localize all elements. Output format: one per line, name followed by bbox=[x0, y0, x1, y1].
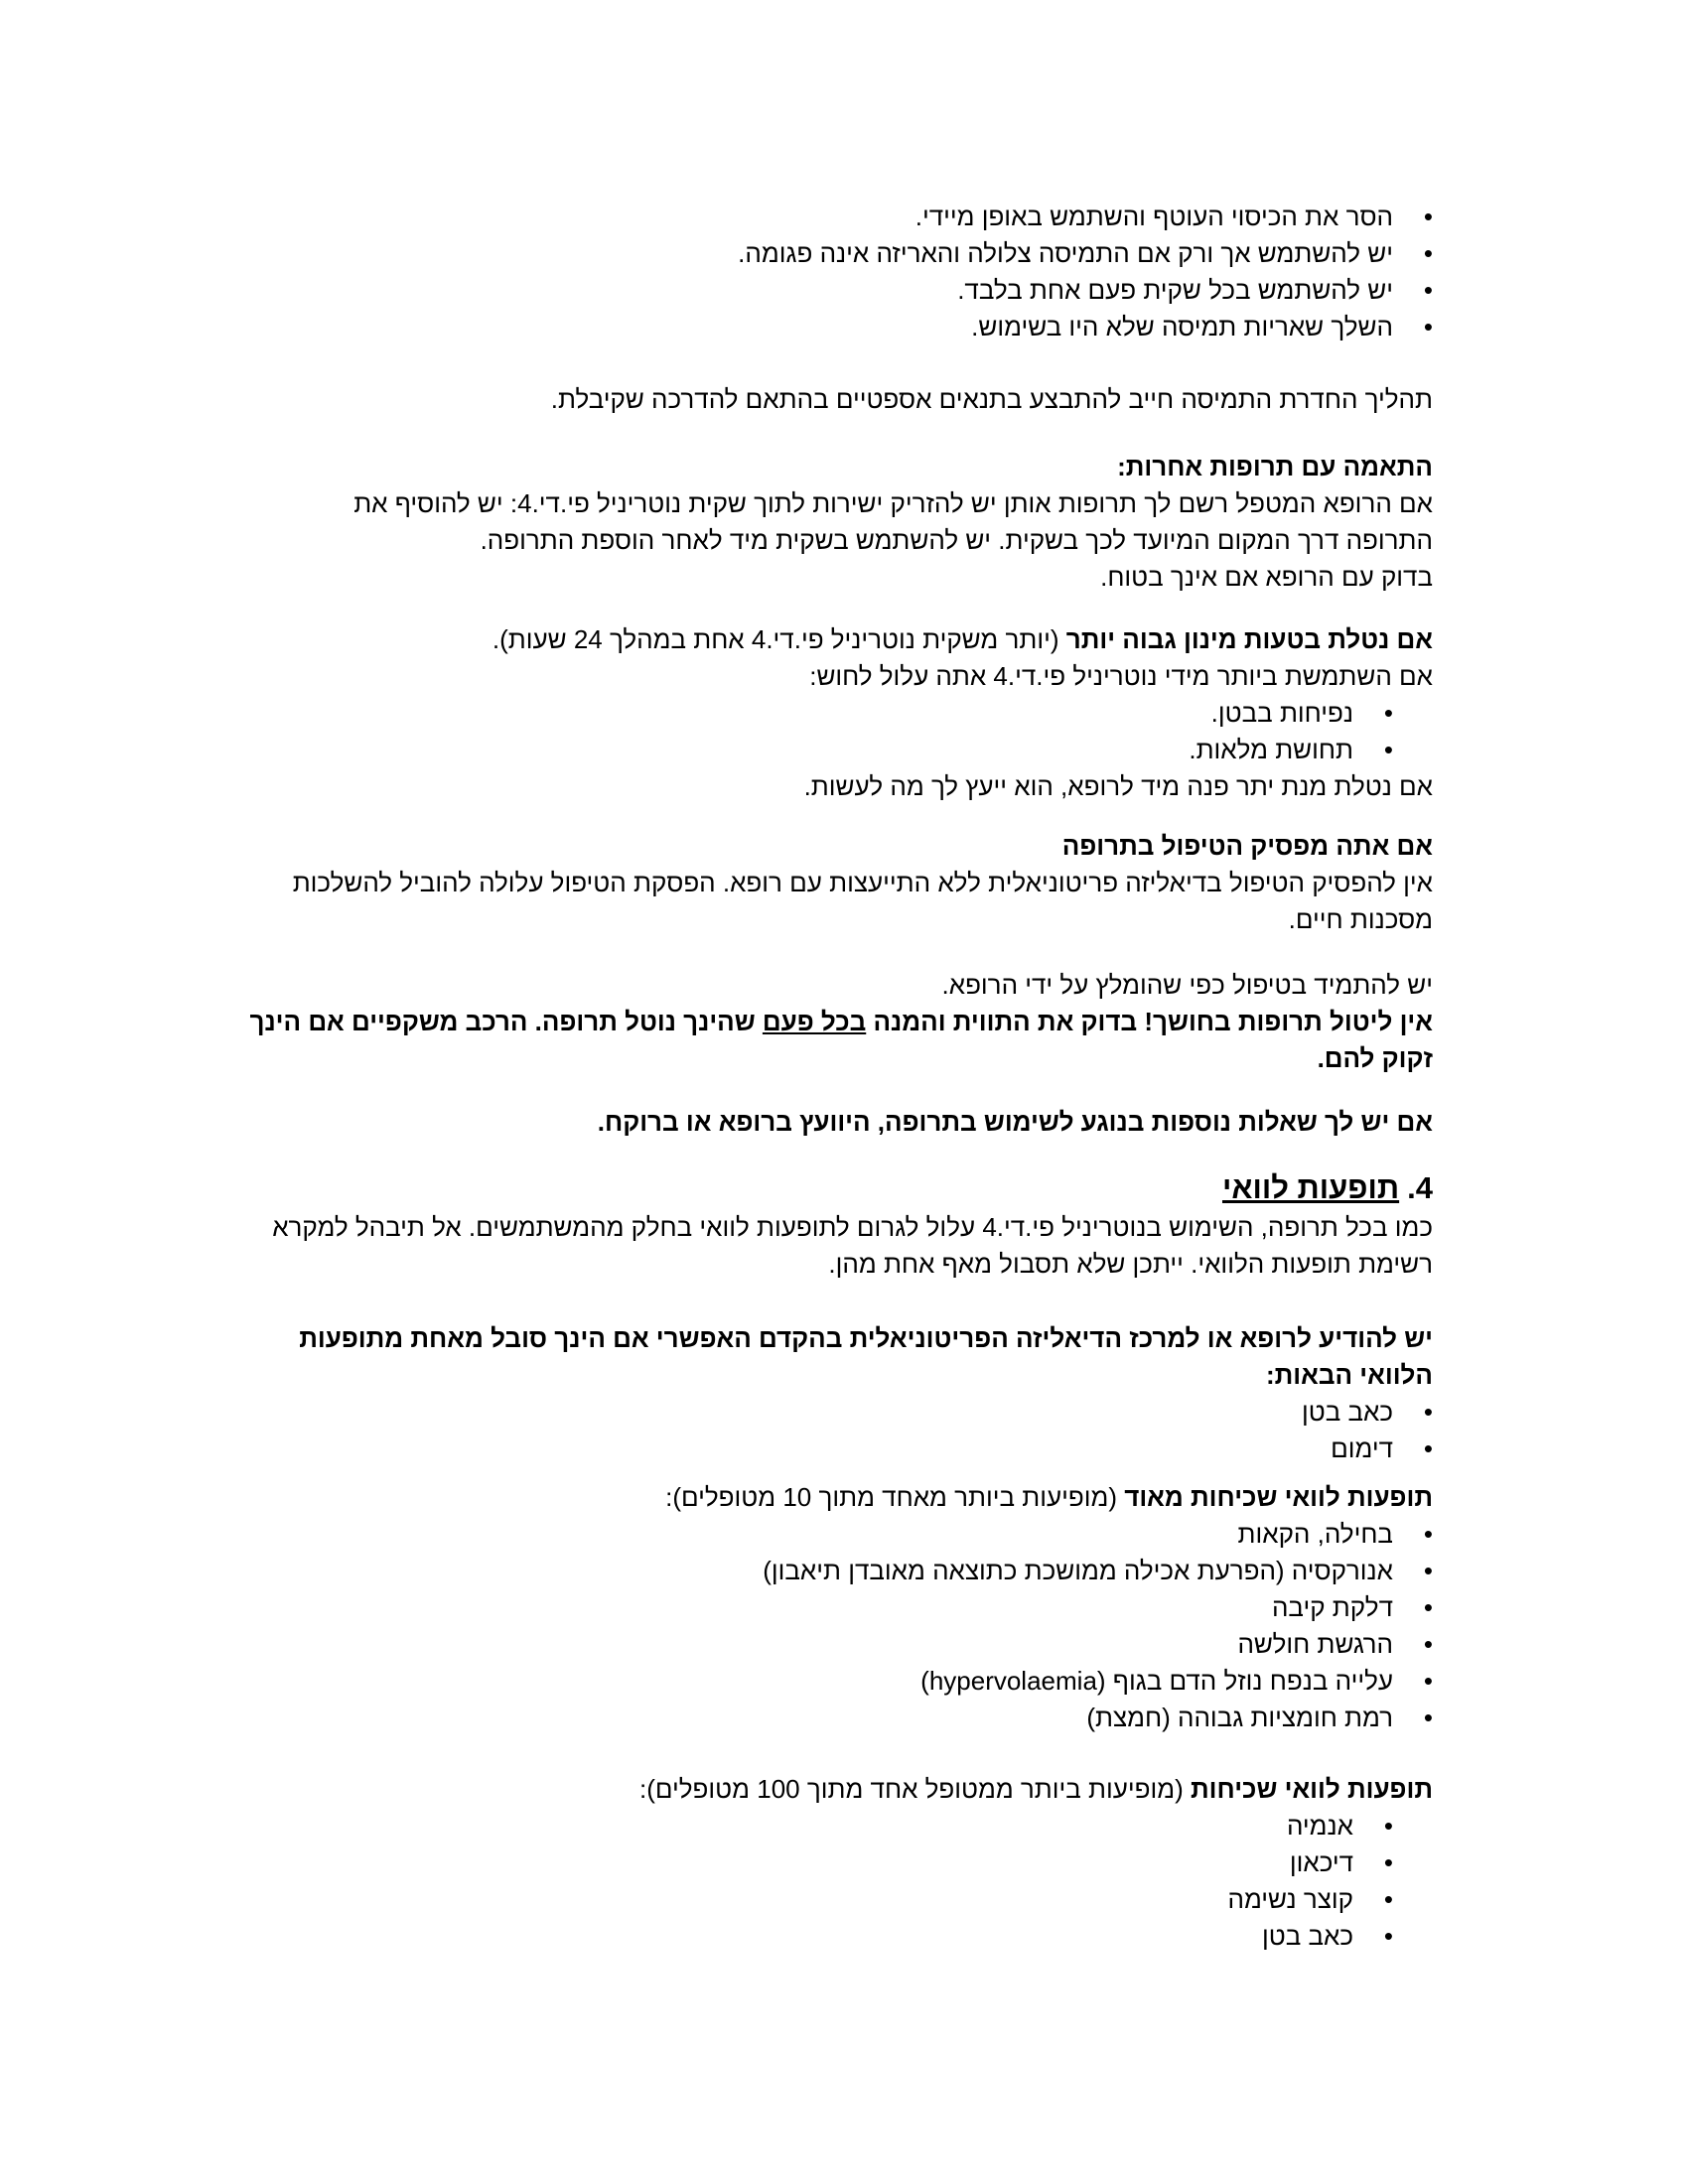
list-item: • דימום bbox=[152, 1431, 1433, 1467]
overdose-bullet-list bbox=[152, 695, 1393, 768]
list-item: • יש להשתמש אך ורק אם התמיסה צלולה והאריזה אינה פגומה. bbox=[152, 235, 1433, 272]
very-common-heading-rest: (מופיעות ביותר מאחד מתוך 10 מטופלים): bbox=[665, 1482, 1125, 1512]
overdose-section bbox=[152, 621, 1433, 805]
stopping-heading: אם אתה מפסיק הטיפול בתרופה bbox=[1061, 831, 1433, 861]
very-common-heading bbox=[152, 1479, 1433, 1516]
list-item: • תחושת מלאות. bbox=[152, 732, 1393, 768]
questions-paragraph bbox=[152, 1104, 1433, 1141]
aseptic-paragraph bbox=[152, 381, 1433, 418]
stopping-line-1: אין להפסיק הטיפול בדיאליזה פריטוניאלית ללא התייעצות עם רופא. הפסקת הטיפול עלולה להוביל להשלכות bbox=[292, 868, 1433, 897]
very-common-heading-bold: תופעות לוואי שכיחות מאוד bbox=[1124, 1482, 1433, 1512]
common-heading-bold: תופעות לוואי שכיחות bbox=[1191, 1774, 1433, 1804]
section-number: 4. bbox=[1407, 1170, 1433, 1205]
section-4-line-1: כמו בכל תרופה, השימוש בנוטריניל פי.די.4 עלול לגרום לתופעות לוואי בחלק מהמשתמשים. אל תיבהל למקרא bbox=[272, 1212, 1433, 1242]
list-item: • עלייה בנפח נוזל הדם בגוף (hypervolaemia) bbox=[152, 1663, 1433, 1700]
other-meds-line-2: התרופה דרך המקום המיועד לכך בשקית. יש להשתמש בשקית מיד לאחר הוספת התרופה. bbox=[480, 525, 1433, 555]
questions-line: אם יש לך שאלות נוספות בנוגע לשימוש בתרופה, היוועץ ברופא או ברוקח. bbox=[597, 1107, 1433, 1137]
continue-section bbox=[152, 967, 1433, 1077]
list-item: • הרגשת חולשה bbox=[152, 1626, 1433, 1663]
overdose-heading-bold: אם נטלת בטעות מינון גבוה יותר bbox=[1065, 624, 1433, 654]
very-common-section bbox=[152, 1479, 1433, 1736]
common-heading bbox=[152, 1771, 1433, 1808]
list-item: • יש להשתמש בכל שקית פעם אחת בלבד. bbox=[152, 272, 1433, 309]
stopping-section bbox=[152, 828, 1433, 938]
list-item: • רמת חומציות גבוהה (חמצת) bbox=[152, 1700, 1433, 1736]
other-meds-line-3: בדוק עם הרופא אם אינך בטוח. bbox=[1100, 562, 1433, 592]
notify-line-2: הלוואי הבאות: bbox=[1265, 1360, 1433, 1390]
aseptic-note: תהליך החדרת התמיסה חייב להתבצע בתנאים אספטיים בהתאם להדרכה שקיבלת. bbox=[550, 384, 1433, 414]
section-4 bbox=[152, 1167, 1433, 1283]
list-item: • אנורקסיה (הפרעת אכילה ממושכת כתוצאה מאובדן תיאבון) bbox=[152, 1553, 1433, 1589]
dark-warning-underlined: בכל פעם bbox=[762, 1007, 867, 1036]
list-item: • השלך שאריות תמיסה שלא היו בשימוש. bbox=[152, 309, 1433, 345]
section-4-line-2: רשימת תופעות הלוואי. ייתכן שלא תסבול מאף אחת מהן. bbox=[828, 1249, 1433, 1279]
list-item: • כאב בטן bbox=[152, 1394, 1433, 1431]
stopping-line-2: מסכנות חיים. bbox=[1288, 904, 1433, 934]
other-meds-section bbox=[152, 449, 1433, 596]
list-item: • נפיחות בבטן. bbox=[152, 695, 1393, 732]
dark-warning-a: אין ליטול תרופות בחושך! בדוק את התווית והמנה bbox=[866, 1007, 1433, 1036]
very-common-bullet-list bbox=[152, 1516, 1433, 1736]
overdose-line: אם השתמשת ביותר מידי נוטריניל פי.די.4 אתה עלול לחוש: bbox=[809, 661, 1433, 691]
dark-warning-c: זקוק להם. bbox=[1317, 1043, 1433, 1073]
overdose-after: אם נטלת מנת יתר פנה מיד לרופא, הוא ייעץ לך מה לעשות. bbox=[803, 771, 1433, 801]
list-item: • הסר את הכיסוי העוטף והשתמש באופן מיידי. bbox=[152, 199, 1433, 235]
notify-section bbox=[152, 1320, 1433, 1467]
overdose-heading bbox=[152, 621, 1433, 658]
notify-bullet-list bbox=[152, 1394, 1433, 1467]
common-heading-rest: (מופיעות ביותר ממטופל אחד מתוך 100 מטופלים): bbox=[639, 1774, 1192, 1804]
list-item: • בחילה, הקאות bbox=[152, 1516, 1433, 1553]
list-item: • אנמיה bbox=[152, 1808, 1393, 1844]
section-4-heading bbox=[152, 1167, 1433, 1209]
list-item: • דלקת קיבה bbox=[152, 1589, 1433, 1626]
dark-warning bbox=[152, 1004, 1433, 1040]
list-item: • דיכאון bbox=[152, 1844, 1393, 1881]
list-item: • כאב בטן bbox=[152, 1918, 1393, 1955]
dark-warning-b: שהינך נוטל תרופה. הרכב משקפיים אם הינך bbox=[249, 1007, 763, 1036]
section-title: תופעות לוואי bbox=[1221, 1170, 1400, 1205]
common-section bbox=[152, 1771, 1433, 1955]
notify-line-1: יש להודיע לרופא או למרכז הדיאליזה הפריטוניאלית בהקדם האפשרי אם הינך סובל מאחת מתופעות bbox=[299, 1323, 1433, 1353]
common-bullet-list bbox=[152, 1808, 1393, 1955]
intro-bullet-list bbox=[152, 199, 1433, 345]
overdose-heading-rest: (יותר משקית נוטריניל פי.די.4 אחת במהלך 24 שעות). bbox=[492, 624, 1066, 654]
continue-line: יש להתמיד בטיפול כפי שהומלץ על ידי הרופא. bbox=[941, 970, 1433, 1000]
other-meds-heading: התאמה עם תרופות אחרות: bbox=[1117, 452, 1433, 481]
list-item: • קוצר נשימה bbox=[152, 1881, 1393, 1918]
other-meds-line-1: אם הרופא המטפל רשם לך תרופות אותן יש להזריק ישירות לתוך שקית נוטריניל פי.די.4: יש להוסיף את bbox=[353, 488, 1433, 518]
